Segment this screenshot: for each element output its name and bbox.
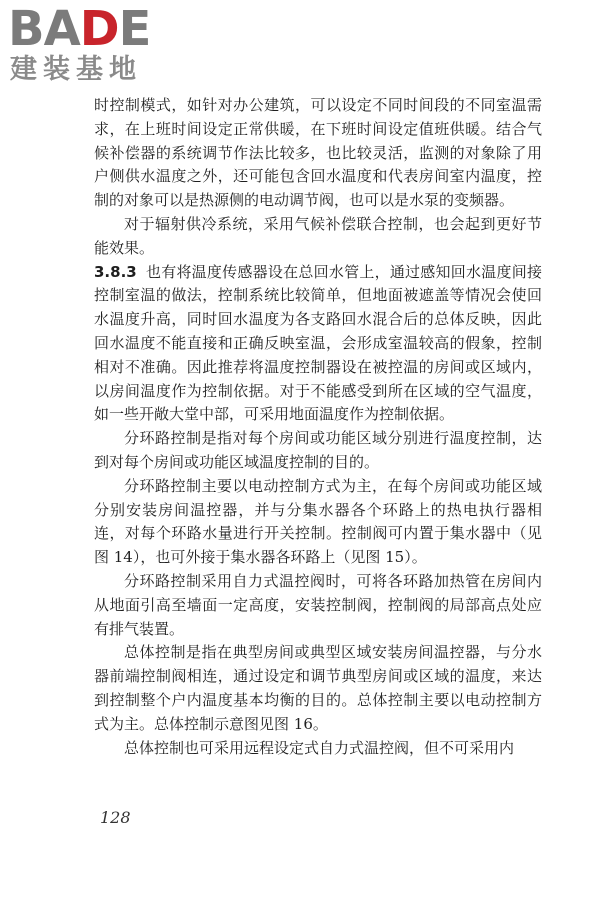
paragraph-6 <box>94 570 542 641</box>
paragraph-2-text: 对于辐射供冷系统，采用气候补偿联合控制，也会起到更好节能效果。 <box>94 214 542 257</box>
bade-logo <box>8 1 188 88</box>
section-number: 3.8.3 <box>94 262 137 281</box>
paragraph-4 <box>94 427 542 475</box>
paragraph-8 <box>94 737 542 761</box>
logo-letters-ba: BA <box>8 1 80 57</box>
logo-letter-e: E <box>118 1 151 57</box>
paragraph-8-text: 总体控制也可采用远程设定式自力式温控阀，但不可采用内 <box>124 738 515 757</box>
paragraph-1-text: 时控制模式，如针对办公建筑，可以设定不同时间段的不同室温需求，在上班时间设定正常供暖，在下班时间设定值班供暖。结合气候补偿器的系统调节作法比较多，也比较灵活，监测的对象除了用户侧供水温度之外，还可能包含回水温度和代表房间室内温度，控制的对象可以是热源侧的电动调节阀，也可以是水泵的变频器。 <box>94 96 542 210</box>
paragraph-4-text: 分环路控制是指对每个房间或功能区域分别进行温度控制，达到对每个房间或功能区域温度控制的目的。 <box>94 429 542 471</box>
paragraph-7 <box>94 641 542 736</box>
paragraph-5-text: 分环路控制主要以电动控制方式为主，在每个房间或功能区域分别安装房间温控器，并与分集水器各个环路上的热电执行器相连，对每个环路水量进行开关控制。控制阀可内置于集水器中（见图 14），也可外接于集水器各环路上（见图 15）。 <box>94 476 542 567</box>
body-text <box>94 94 542 760</box>
logo-chinese-text: 建装基地 <box>10 54 142 85</box>
paragraph-1 <box>94 94 542 213</box>
logo-latin-text <box>8 1 151 57</box>
paragraph-5 <box>94 475 542 570</box>
page-number: 128 <box>100 808 131 827</box>
paragraph-3-text: 也有将温度传感器设在总回水管上，通过感知回水温度间接控制室温的做法，控制系统比较简单，但地面被遮盖等情况会使回水温度升高，同时回水温度为各支路回水混合后的总体反映，因此回水温度不能直接和正确反映室温，会形成室温较高的假象，控制相对不准确。因此推荐将温度控制器设在被控温的房间或区域内，以房间温度作为控制依据。对于不能感受到所在区域的空气温度，如一些开敞大堂中部，可采用地面温度作为控制依据。 <box>94 262 542 424</box>
paragraph-3 <box>94 261 542 428</box>
paragraph-7-text: 总体控制是指在典型房间或典型区域安装房间温控器，与分水器前端控制阀相连，通过设定和调节典型房间或区域的温度，来达到控制整个户内温度基本均衡的目的。总体控制主要以电动控制方式为主。总体控制示意图见图 16。 <box>94 643 542 733</box>
paragraph-2 <box>94 213 542 261</box>
logo-letter-d: D <box>79 1 119 57</box>
paragraph-6-text: 分环路控制采用自力式温控阀时，可将各环路加热管在房间内从地面引高至墙面一定高度，安装控制阀，控制阀的局部高点处应有排气装置。 <box>94 571 542 638</box>
